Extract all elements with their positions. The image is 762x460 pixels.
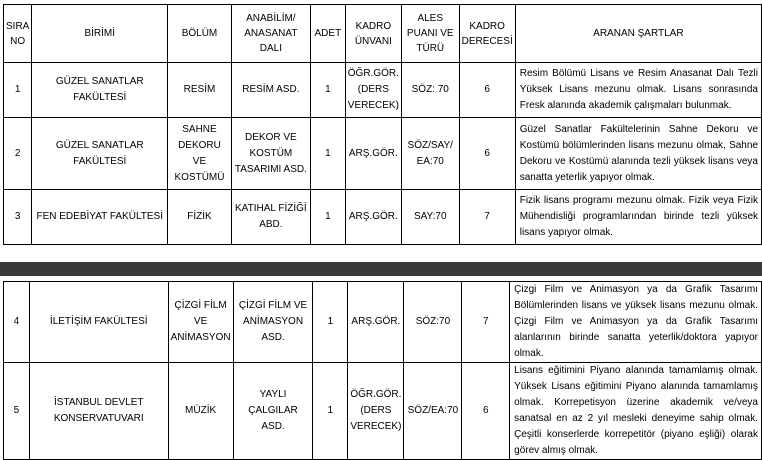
- table-row: [4, 363, 762, 460]
- row-adet: 1: [313, 363, 348, 460]
- row-bolum: SAHNE DEKORU VE KOSTÜMÜ: [168, 118, 232, 190]
- row-anabilim: RESİM ASD.: [231, 63, 310, 118]
- table-row: [4, 282, 762, 363]
- row-no: 2: [4, 118, 32, 190]
- row-birimi: İSTANBUL DEVLET KONSERVATUVARI: [29, 363, 168, 460]
- row-derece: 6: [459, 118, 515, 190]
- row-anabilim: YAYLI ÇALGILAR ASD.: [233, 363, 313, 460]
- row-anabilim: DEKOR VE KOSTÜM TASARIMI ASD.: [231, 118, 310, 190]
- row-sartlar: Resim Bölümü Lisans ve Resim Anasanat Dalı Tezli Yüksek Lisans mezunu olmak. Lisans sonrasında Fresk alanında akademik çalışmaları bulunmak.: [515, 63, 761, 118]
- row-adet: 1: [313, 282, 348, 363]
- row-derece: 7: [459, 190, 515, 245]
- row-sartlar: Güzel Sanatlar Fakültelerinin Sahne Dekoru ve Kostümü bölümlerinden lisans mezunu olmak, Sahne Dekoru ve Kostümü alanında tezli yüksek lisans veya sanatta yeterlik yapıyor olmak.: [515, 118, 761, 190]
- row-no: 3: [4, 190, 32, 245]
- table-row: [4, 63, 762, 118]
- row-bolum: ÇİZGİ FİLM VE ANİMASYON: [168, 282, 233, 363]
- row-ales: SÖZ:70: [404, 282, 462, 363]
- row-unvan: ARŞ.GÖR.: [345, 118, 401, 190]
- row-bolum: RESİM: [168, 63, 232, 118]
- row-anabilim: KATIHAL FİZİĞİ ABD.: [231, 190, 310, 245]
- positions-table-bottom: [3, 281, 762, 460]
- row-unvan: ARŞ.GÖR.: [345, 190, 401, 245]
- row-birimi: GÜZEL SANATLAR FAKÜLTESİ: [32, 118, 168, 190]
- row-no: 1: [4, 63, 32, 118]
- section-divider: [0, 262, 762, 276]
- row-ales: SÖZ/EA:70: [404, 363, 462, 460]
- header-aranan-sartlar: ARANAN ŞARTLAR: [515, 5, 761, 63]
- header-sira: SIRA NO: [4, 5, 32, 63]
- header-adet: ADET: [310, 5, 345, 63]
- row-derece: 7: [462, 282, 510, 363]
- header-row: [4, 5, 762, 63]
- row-derece: 6: [459, 63, 515, 118]
- row-unvan: ARŞ.GÖR.: [348, 282, 404, 363]
- row-birimi: FEN EDEBİYAT FAKÜLTESİ: [32, 190, 168, 245]
- positions-table-top: [3, 4, 762, 245]
- header-ales: ALES PUANI VE TÜRÜ: [401, 5, 459, 63]
- row-ales: SÖZ/SAY/ EA:70: [401, 118, 459, 190]
- row-anabilim: ÇİZGİ FİLM VE ANİMASYON ASD.: [233, 282, 313, 363]
- row-no: 5: [4, 363, 30, 460]
- row-birimi: İLETİŞİM FAKÜLTESİ: [29, 282, 168, 363]
- row-ales: SAY:70: [401, 190, 459, 245]
- row-birimi: GÜZEL SANATLAR FAKÜLTESİ: [32, 63, 168, 118]
- header-bolum: BÖLÜM: [168, 5, 232, 63]
- table-row: [4, 190, 762, 245]
- row-adet: 1: [310, 63, 345, 118]
- row-bolum: FİZİK: [168, 190, 232, 245]
- row-no: 4: [4, 282, 30, 363]
- header-kadro-derecesi: KADRO DERECESİ: [459, 5, 515, 63]
- row-sartlar: Fizik lisans programı mezunu olmak. Fizik veya Fizik Mühendisliği programlarından birinde tezli yüksek lisans yapıyor olmak.: [515, 190, 761, 245]
- row-bolum: MÜZİK: [168, 363, 233, 460]
- row-unvan: ÖĞR.GÖR. (DERS VERECEK): [348, 363, 404, 460]
- row-adet: 1: [310, 118, 345, 190]
- row-adet: 1: [310, 190, 345, 245]
- header-anabilim: ANABİLİM/ ANASANAT DALI: [231, 5, 310, 63]
- row-sartlar: Çizgi Film ve Animasyon ya da Grafik Tasarımı Bölümlerinden lisans ve yüksek lisans mezunu olmak. Çizgi Film ve Animasyon ya da Grafik Tasarımı alanlarının birinde sanatta yeterlik/doktora yapıyor olmak.: [510, 282, 762, 363]
- row-sartlar: Lisans eğitimini Piyano alanında tamamlamış olmak. Yüksek Lisans eğitimini Piyano alanında tamamlamış olmak. Korrepetisyon üzerine akademik ve/veya sanatsal en az 2 yıl mesleki deneyime sahip olmak. Çeşitli konserlerde korrepetitör (piyano eşliği) olarak görev almış olmak.: [510, 363, 762, 460]
- row-ales: SÖZ: 70: [401, 63, 459, 118]
- row-unvan: ÖĞR.GÖR. (DERS VERECEK): [345, 63, 401, 118]
- header-birimi: BİRİMİ: [32, 5, 168, 63]
- table-row: [4, 118, 762, 190]
- row-derece: 6: [462, 363, 510, 460]
- header-kadro-unvani: KADRO ÜNVANI: [345, 5, 401, 63]
